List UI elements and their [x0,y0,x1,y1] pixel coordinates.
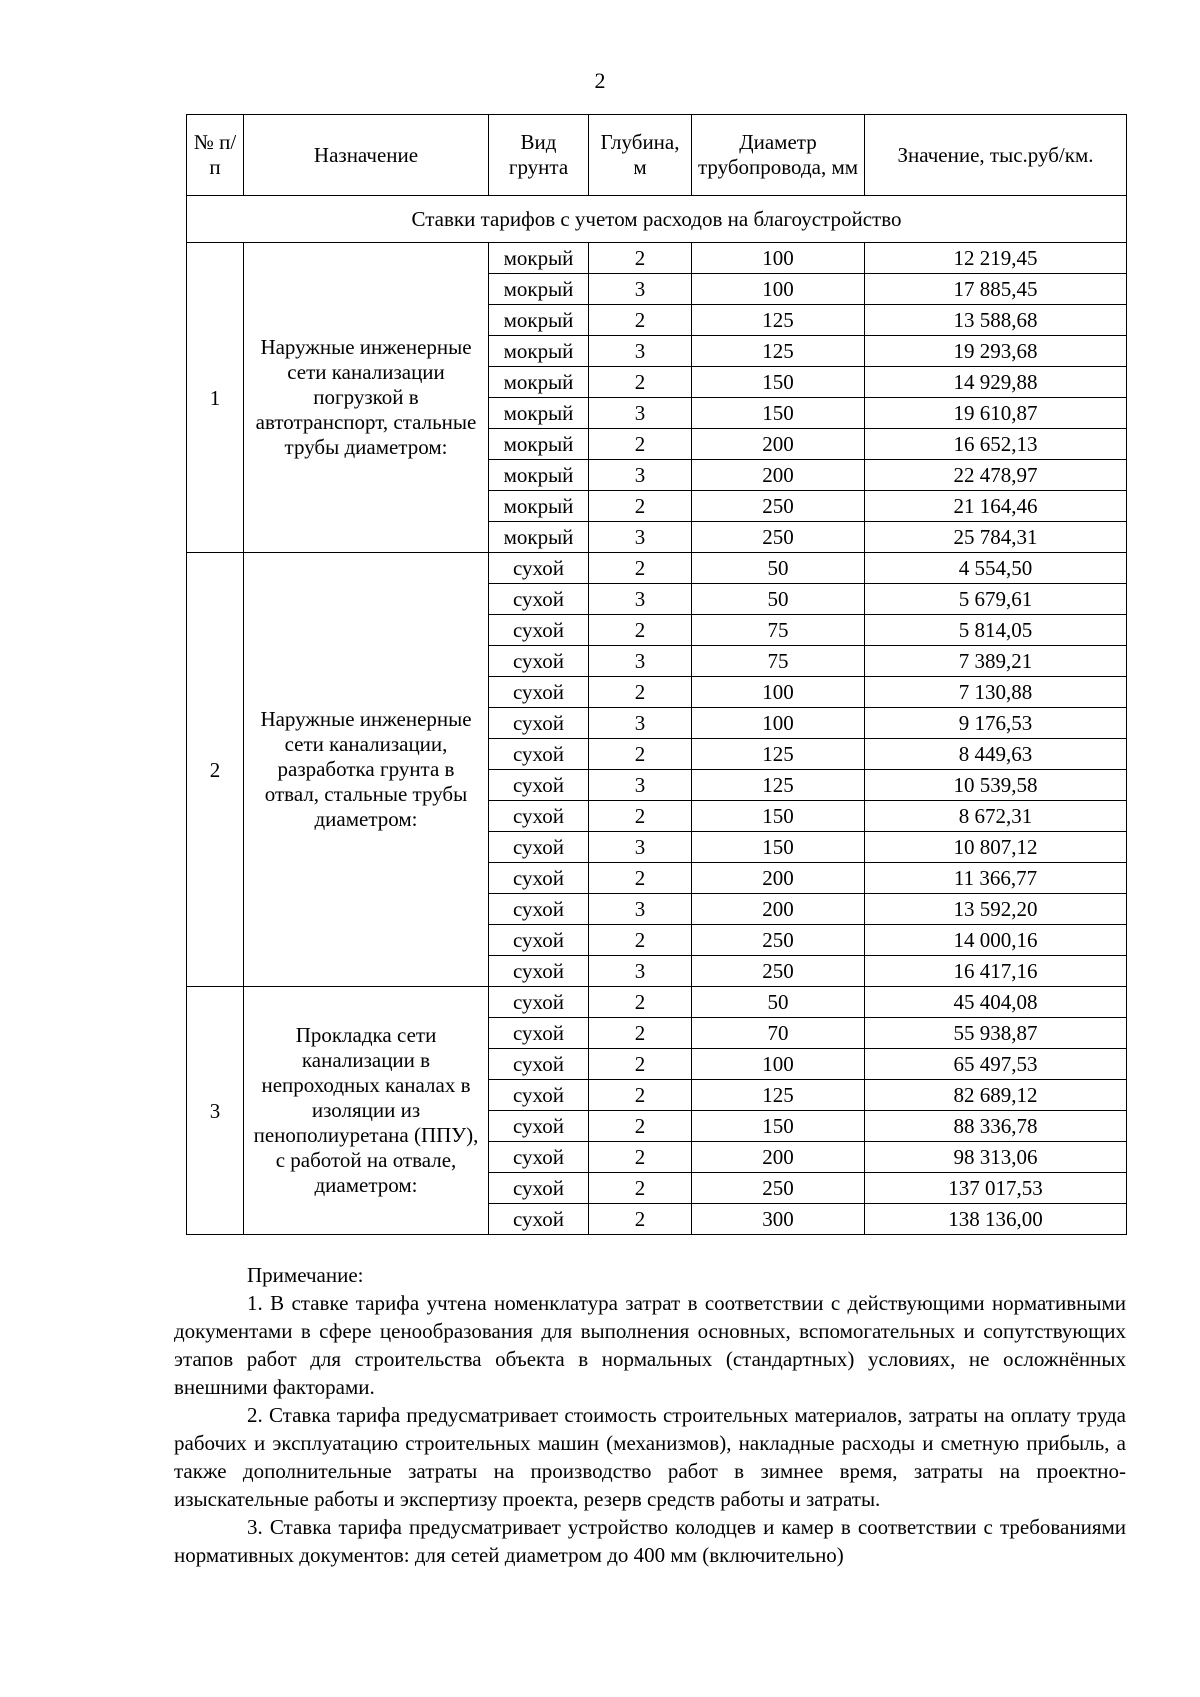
cell-soil: мокрый [489,243,589,274]
cell-depth: 2 [589,367,692,398]
cell-soil: мокрый [489,398,589,429]
cell-depth: 3 [589,646,692,677]
cell-soil: сухой [489,646,589,677]
cell-diameter: 100 [692,274,865,305]
table-header-row [187,115,1127,196]
cell-value: 9 176,53 [865,708,1127,739]
cell-value: 55 938,87 [865,1018,1127,1049]
table-row [187,243,1127,274]
cell-depth: 3 [589,708,692,739]
cell-depth: 2 [589,1080,692,1111]
cell-diameter: 200 [692,863,865,894]
cell-diameter: 125 [692,739,865,770]
group-number: 2 [187,553,244,987]
cell-diameter: 150 [692,832,865,863]
cell-depth: 3 [589,832,692,863]
group-purpose: Прокладка сети канализации в непроходных каналах в изоляции из пенополиуретана (ППУ), с работой на отвале, диаметром: [244,987,489,1235]
cell-soil: мокрый [489,274,589,305]
cell-diameter: 250 [692,1173,865,1204]
cell-soil: сухой [489,956,589,987]
table-row [187,553,1127,584]
cell-value: 25 784,31 [865,522,1127,553]
cell-value: 65 497,53 [865,1049,1127,1080]
cell-value: 19 293,68 [865,336,1127,367]
cell-soil: сухой [489,1142,589,1173]
cell-value: 5 679,61 [865,584,1127,615]
cell-depth: 3 [589,460,692,491]
cell-value: 13 588,68 [865,305,1127,336]
cell-soil: сухой [489,1049,589,1080]
cell-diameter: 250 [692,491,865,522]
cell-soil: сухой [489,677,589,708]
cell-diameter: 70 [692,1018,865,1049]
header-diameter: Диаметр трубопровода, мм [692,115,865,196]
cell-depth: 3 [589,398,692,429]
cell-soil: сухой [489,894,589,925]
cell-depth: 3 [589,336,692,367]
cell-diameter: 100 [692,1049,865,1080]
cell-depth: 2 [589,305,692,336]
cell-soil: мокрый [489,460,589,491]
cell-soil: сухой [489,1173,589,1204]
cell-soil: мокрый [489,367,589,398]
note-item-2: 2. Ставка тарифа предусматривает стоимость строительных материалов, затраты на оплату труда рабочих и эксплуатацию строительных машин (механизмов), накладные расходы и сметную прибыль, а также дополнительные затраты на производство работ в зимнее время, затраты на проектно-изыскательные работы и экспертизу проекта, резерв средств работы и затраты. [174,1403,1126,1511]
cell-depth: 2 [589,1142,692,1173]
cell-soil: сухой [489,863,589,894]
cell-soil: сухой [489,1111,589,1142]
cell-diameter: 250 [692,956,865,987]
cell-diameter: 200 [692,429,865,460]
group-purpose: Наружные инженерные сети канализации, разработка грунта в отвал, стальные трубы диаметром: [244,553,489,987]
cell-diameter: 100 [692,677,865,708]
cell-depth: 2 [589,429,692,460]
tariff-table [186,114,1127,1235]
cell-soil: сухой [489,1204,589,1235]
cell-value: 45 404,08 [865,987,1127,1018]
cell-value: 13 592,20 [865,894,1127,925]
header-soil: Вид грунта [489,115,589,196]
cell-diameter: 50 [692,987,865,1018]
cell-soil: мокрый [489,491,589,522]
cell-depth: 2 [589,615,692,646]
section-title: Ставки тарифов с учетом расходов на благоустройство [187,196,1127,243]
cell-value: 98 313,06 [865,1142,1127,1173]
cell-soil: сухой [489,801,589,832]
cell-depth: 2 [589,1111,692,1142]
cell-value: 7 130,88 [865,677,1127,708]
cell-value: 10 807,12 [865,832,1127,863]
notes-heading: Примечание: [247,1263,364,1287]
cell-depth: 3 [589,274,692,305]
cell-value: 12 219,45 [865,243,1127,274]
cell-value: 88 336,78 [865,1111,1127,1142]
group-number: 3 [187,987,244,1235]
cell-value: 5 814,05 [865,615,1127,646]
cell-value: 11 366,77 [865,863,1127,894]
group-number: 1 [187,243,244,553]
cell-soil: сухой [489,925,589,956]
cell-diameter: 150 [692,801,865,832]
cell-depth: 2 [589,491,692,522]
note-item-1: 1. В ставке тарифа учтена номенклатура затрат в соответствии с действующими нормативными документами в сфере ценообразования для выполнения основных, вспомогательных и сопутствующих этапов работ для строительства объекта в нормальных (стандартных) условиях, не осложнённых внешними факторами. [174,1291,1126,1399]
cell-value: 138 136,00 [865,1204,1127,1235]
cell-soil: сухой [489,832,589,863]
note-item-3: 3. Ставка тарифа предусматривает устройство колодцев и камер в соответствии с требованиями нормативных документов: для сетей диаметром до 400 мм (включительно) [174,1515,1126,1567]
cell-soil: мокрый [489,336,589,367]
cell-depth: 2 [589,243,692,274]
cell-depth: 3 [589,770,692,801]
cell-soil: сухой [489,584,589,615]
cell-depth: 2 [589,1204,692,1235]
cell-diameter: 125 [692,305,865,336]
cell-value: 17 885,45 [865,274,1127,305]
cell-soil: сухой [489,1080,589,1111]
section-row [187,196,1127,243]
cell-depth: 2 [589,739,692,770]
group-purpose: Наружные инженерные сети канализации погрузкой в автотранспорт, стальные трубы диаметром: [244,243,489,553]
cell-diameter: 125 [692,336,865,367]
cell-value: 82 689,12 [865,1080,1127,1111]
cell-diameter: 200 [692,894,865,925]
cell-depth: 2 [589,987,692,1018]
cell-value: 22 478,97 [865,460,1127,491]
cell-diameter: 75 [692,646,865,677]
cell-value: 8 672,31 [865,801,1127,832]
header-value: Значение, тыс.руб/км. [865,115,1127,196]
table-body [187,243,1127,1235]
cell-soil: сухой [489,553,589,584]
cell-diameter: 200 [692,1142,865,1173]
cell-depth: 3 [589,956,692,987]
cell-value: 4 554,50 [865,553,1127,584]
cell-depth: 2 [589,677,692,708]
cell-value: 7 389,21 [865,646,1127,677]
cell-value: 10 539,58 [865,770,1127,801]
cell-soil: сухой [489,615,589,646]
cell-value: 21 164,46 [865,491,1127,522]
cell-value: 8 449,63 [865,739,1127,770]
cell-diameter: 150 [692,367,865,398]
cell-depth: 2 [589,925,692,956]
cell-depth: 3 [589,584,692,615]
cell-diameter: 200 [692,460,865,491]
cell-diameter: 250 [692,522,865,553]
cell-diameter: 125 [692,770,865,801]
cell-diameter: 50 [692,553,865,584]
cell-soil: сухой [489,739,589,770]
cell-depth: 2 [589,1049,692,1080]
cell-soil: мокрый [489,429,589,460]
cell-soil: сухой [489,708,589,739]
cell-diameter: 150 [692,398,865,429]
cell-depth: 2 [589,863,692,894]
cell-soil: мокрый [489,305,589,336]
cell-soil: сухой [489,1018,589,1049]
cell-depth: 2 [589,801,692,832]
notes-section [174,1261,1126,1569]
cell-diameter: 100 [692,708,865,739]
cell-diameter: 250 [692,925,865,956]
cell-diameter: 75 [692,615,865,646]
cell-value: 137 017,53 [865,1173,1127,1204]
cell-diameter: 50 [692,584,865,615]
cell-value: 14 000,16 [865,925,1127,956]
header-num: № п/п [187,115,244,196]
cell-depth: 2 [589,553,692,584]
cell-diameter: 125 [692,1080,865,1111]
cell-soil: сухой [489,987,589,1018]
header-depth: Глубина, м [589,115,692,196]
cell-depth: 2 [589,1173,692,1204]
cell-diameter: 300 [692,1204,865,1235]
cell-soil: мокрый [489,522,589,553]
cell-depth: 2 [589,1018,692,1049]
cell-depth: 3 [589,894,692,925]
cell-value: 16 652,13 [865,429,1127,460]
cell-diameter: 150 [692,1111,865,1142]
cell-value: 16 417,16 [865,956,1127,987]
cell-value: 19 610,87 [865,398,1127,429]
cell-value: 14 929,88 [865,367,1127,398]
page-number: 2 [594,68,606,93]
table-row [187,987,1127,1018]
cell-soil: сухой [489,770,589,801]
cell-diameter: 100 [692,243,865,274]
header-purpose: Назначение [244,115,489,196]
cell-depth: 3 [589,522,692,553]
